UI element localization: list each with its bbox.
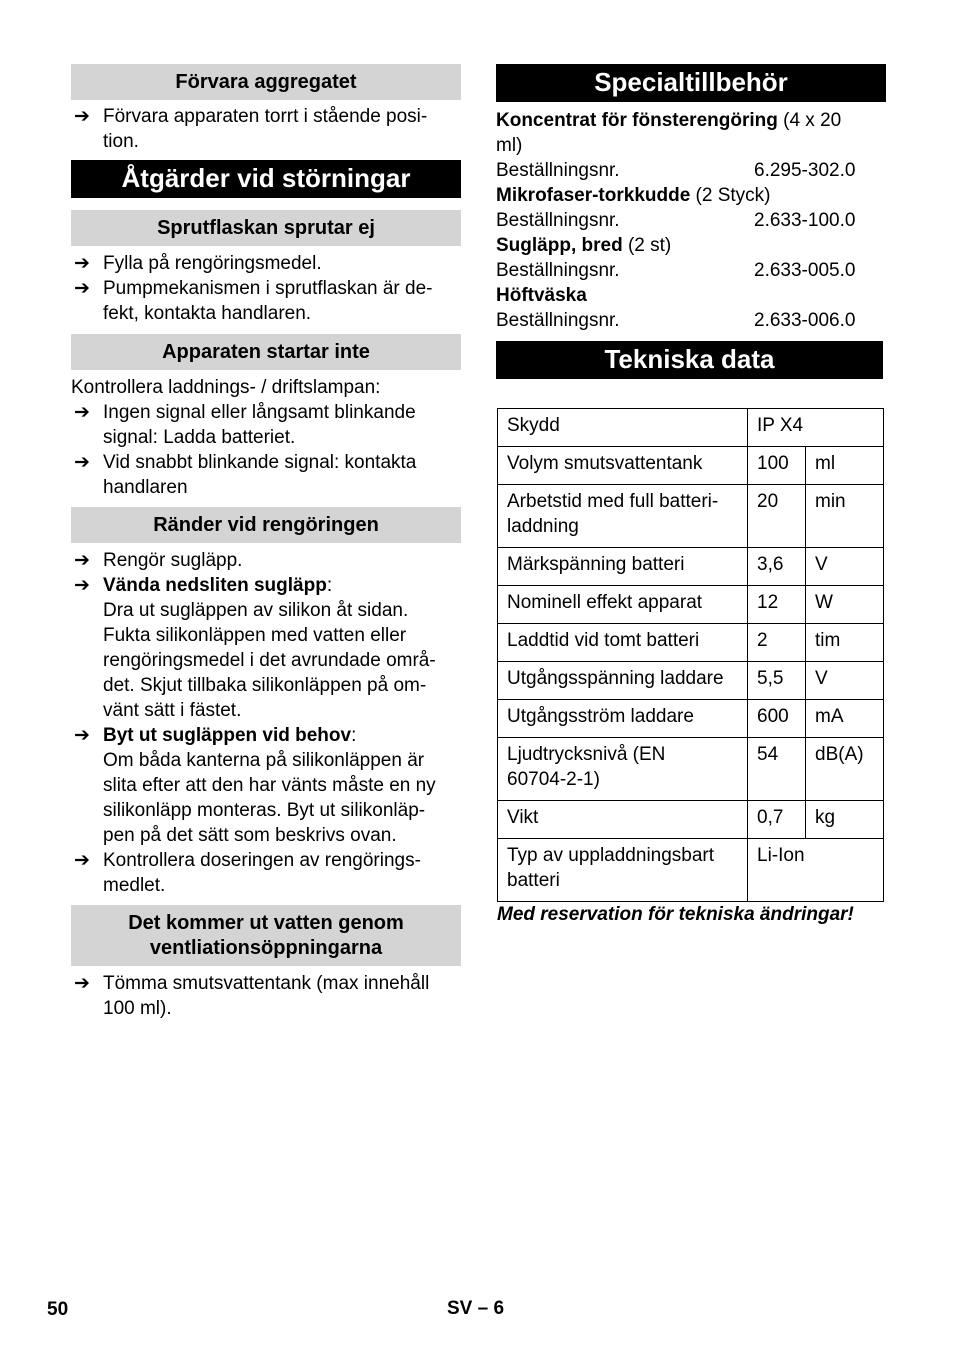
arrow-right-icon: ➔ [74, 973, 90, 994]
table-row [498, 586, 884, 624]
table-row [498, 624, 884, 662]
streaks-item [71, 573, 461, 723]
order-number: 2.633-005.0 [754, 260, 856, 281]
arrow-right-icon: ➔ [74, 725, 90, 746]
arrow-right-icon: ➔ [74, 452, 90, 473]
arrow-right-icon: ➔ [74, 106, 90, 127]
tech-value: 5,5 [748, 662, 806, 700]
tech-label: Laddtid vid tomt batteri [498, 624, 748, 662]
table-row [498, 447, 884, 485]
spray-heading: Sprutflaskan sprutar ej [71, 210, 461, 246]
nostart-item [71, 400, 461, 450]
tech-value: IP X4 [748, 409, 884, 447]
table-row [498, 485, 884, 548]
nostart-heading: Apparaten startar inte [71, 334, 461, 370]
order-number: 2.633-100.0 [754, 210, 856, 231]
tech-unit: min [806, 485, 884, 548]
left-column [71, 64, 461, 1021]
tech-unit: kg [806, 801, 884, 839]
accessory-list [496, 108, 886, 333]
tech-label: Ljudtrycksnivå (EN 60704-2-1) [498, 738, 748, 801]
tech-value: 20 [748, 485, 806, 548]
tech-label: Utgångsström laddare [498, 700, 748, 738]
language-page-label: SV – 6 [447, 1298, 505, 1319]
table-row [498, 662, 884, 700]
table-row [498, 409, 884, 447]
accessory-extra: (2 Styck) [690, 185, 771, 206]
tech-label: Märkspänning batteri [498, 548, 748, 586]
nostart-item [71, 450, 461, 500]
accessory-item [496, 233, 886, 283]
table-row [498, 738, 884, 801]
streaks-item-text: Kontrollera doseringen av rengörings- medlet. [103, 850, 421, 896]
tech-unit: V [806, 548, 884, 586]
arrow-right-icon: ➔ [74, 402, 90, 423]
streaks-item2-colon: : [326, 575, 333, 596]
streaks-item-title [103, 573, 461, 598]
tech-unit: ml [806, 447, 884, 485]
tech-unit: tim [806, 624, 884, 662]
right-column [496, 64, 886, 927]
water-heading: Det kommer ut vatten genom ventliationsöppningarna [71, 905, 461, 966]
tech-value: Li-Ion [748, 839, 884, 902]
streaks-item-text: Dra ut sugläppen av silikon åt sidan. Fukta silikonläppen med vatten eller rengöringsmedel i det avrundade områ- det. Skjut tillbaka silikonläppen på om- vänt sätt i fästet. [103, 600, 436, 721]
spray-item [71, 276, 461, 326]
streaks-item [71, 723, 461, 848]
store-item [71, 104, 461, 154]
tech-label: Volym smutsvattentank [498, 447, 748, 485]
tech-unit: W [806, 586, 884, 624]
accessory-item [496, 183, 886, 233]
tech-label: Nominell effekt apparat [498, 586, 748, 624]
accessory-item [496, 108, 886, 183]
tech-label: Arbetstid med full batteri- laddning [498, 485, 748, 548]
tech-label: Skydd [498, 409, 748, 447]
tech-label: Utgångsspänning laddare [498, 662, 748, 700]
tech-value: 0,7 [748, 801, 806, 839]
nostart-intro: Kontrollera laddnings- / driftslampan: [71, 377, 381, 398]
faults-heading: Åtgärder vid störningar [71, 160, 461, 198]
store-item-text: Förvara apparaten torrt i stående posi- tion. [103, 106, 428, 152]
tech-value: 3,6 [748, 548, 806, 586]
streaks-item-title [103, 723, 461, 748]
streaks-item [71, 848, 461, 898]
spray-item-text: Fylla på rengöringsmedel. [103, 253, 322, 274]
reservation-note: Med reservation för tekniska ändringar! [497, 904, 854, 925]
order-number: 2.633-006.0 [754, 310, 856, 331]
streaks-item2-bold: Vända nedsliten sugläpp [103, 575, 327, 596]
table-row [498, 839, 884, 902]
accessory-extra: (4 x 20 ml) [496, 110, 842, 156]
accessory-name: Höftväska [496, 285, 587, 306]
arrow-right-icon: ➔ [74, 550, 90, 571]
water-item [71, 971, 461, 1021]
arrow-right-icon: ➔ [74, 278, 90, 299]
accessory-name: Mikrofaser-torkkudde [496, 185, 691, 206]
streaks-item3-bold: Byt ut sugläppen vid behov [103, 725, 352, 746]
store-heading: Förvara aggregatet [71, 64, 461, 100]
tech-unit: dB(A) [806, 738, 884, 801]
streaks-item-text: Om båda kanterna på silikonläppen är slita efter att den har vänts måste en ny silikonläpp monteras. Byt ut silikonläp- pen på det sätt som beskrivs ovan. [103, 750, 436, 846]
streaks-item-text: Rengör sugläpp. [103, 550, 243, 571]
tech-heading: Tekniska data [496, 341, 883, 379]
spray-item-text: Pumpmekanismen i sprutflaskan är de- fekt, kontakta handlaren. [103, 278, 433, 324]
tech-unit: V [806, 662, 884, 700]
tech-value: 54 [748, 738, 806, 801]
tech-unit: mA [806, 700, 884, 738]
table-row [498, 700, 884, 738]
order-label: Beställningsnr. [496, 210, 620, 231]
order-label: Beställningsnr. [496, 160, 620, 181]
nostart-item-text: Vid snabbt blinkande signal: kontakta handlaren [103, 452, 417, 498]
accessory-item [496, 283, 886, 333]
accessory-extra: (2 st) [622, 235, 672, 256]
accessories-heading: Specialtillbehör [496, 64, 886, 102]
tech-value: 12 [748, 586, 806, 624]
arrow-right-icon: ➔ [74, 253, 90, 274]
nostart-item-text: Ingen signal eller långsamt blinkande signal: Ladda batteriet. [103, 402, 416, 448]
streaks-item3-colon: : [351, 725, 357, 746]
order-label: Beställningsnr. [496, 260, 620, 281]
accessory-name: Sugläpp, bred [496, 235, 623, 256]
arrow-right-icon: ➔ [74, 575, 90, 596]
accessory-name: Koncentrat för fönsterengöring [496, 110, 778, 131]
streaks-heading: Ränder vid rengöringen [71, 507, 461, 543]
tech-value: 600 [748, 700, 806, 738]
tech-value: 100 [748, 447, 806, 485]
order-number: 6.295-302.0 [754, 160, 856, 181]
streaks-item [71, 548, 461, 573]
tech-value: 2 [748, 624, 806, 662]
tech-label: Typ av uppladdningsbart batteri [498, 839, 748, 902]
arrow-right-icon: ➔ [74, 850, 90, 871]
order-label: Beställningsnr. [496, 310, 620, 331]
water-item-text: Tömma smutsvattentank (max innehåll 100 ml). [103, 973, 430, 1019]
tech-label: Vikt [498, 801, 748, 839]
table-row [498, 548, 884, 586]
table-row [498, 801, 884, 839]
tech-table [497, 408, 884, 902]
spray-item [71, 251, 461, 276]
page-number: 50 [47, 1299, 69, 1320]
